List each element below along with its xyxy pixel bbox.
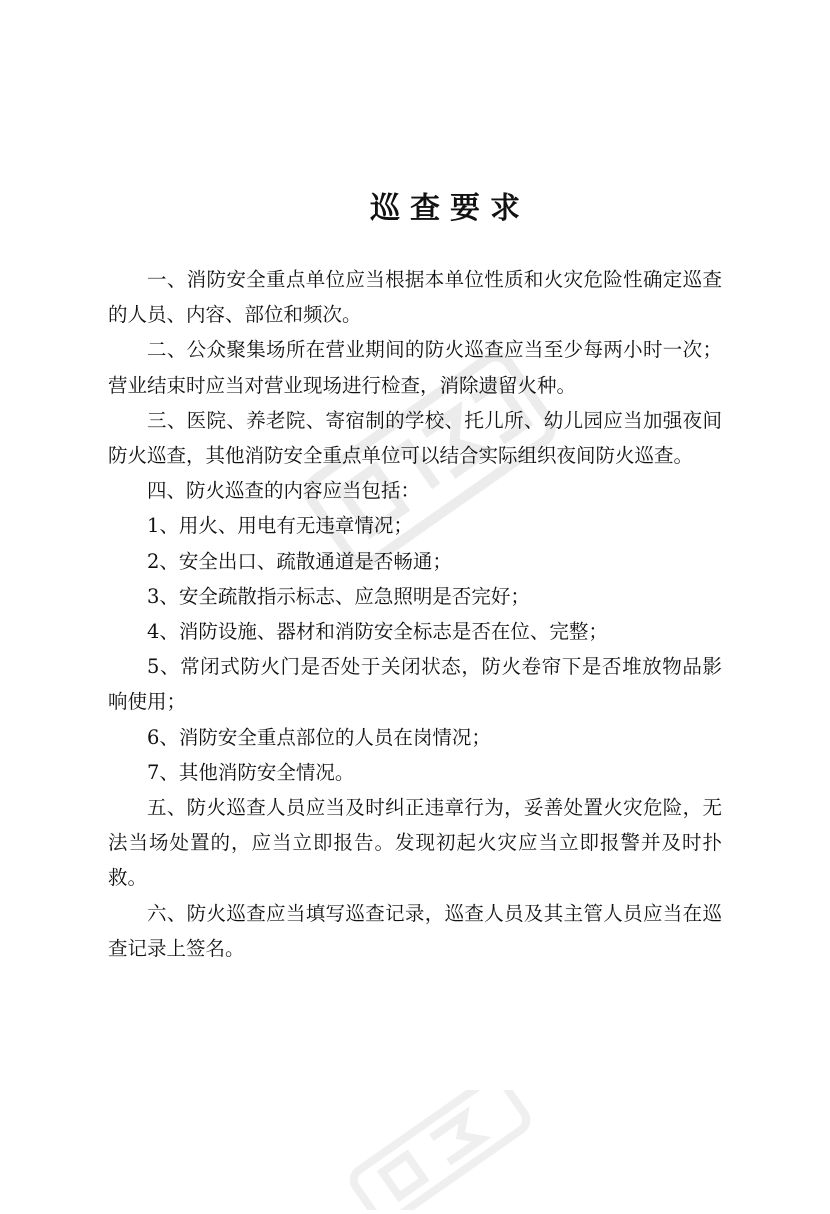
paragraph: 二、公众聚集场所在营业期间的防火巡查应当至少每两小时一次；营业结束时应当对营业现场进行检查，消除遗留火种。 <box>108 338 722 397</box>
paragraph: 三、医院、养老院、寄宿制的学校、托儿所、幼儿园应当加强夜间防火巡查，其他消防安全重点单位可以结合实际组织夜间防火巡查。 <box>108 408 722 468</box>
list-item: 6、消防安全重点部位的人员在岗情况； <box>147 725 491 749</box>
list-item: 2、安全出口、疏散通道是否畅通； <box>147 549 452 573</box>
paragraph: 四、防火巡查的内容应当包括： <box>147 479 421 503</box>
paragraph: 五、防火巡查人员应当及时纠正违章行为，妥善处置火灾危险，无法当场处置的，应当立即报告。发现初起火灾应当立即报警并及时扑救。 <box>108 796 722 890</box>
list-item: 4、消防设施、器材和消防安全标志是否在位、完整； <box>147 620 608 644</box>
page-title: 巡查要求 <box>370 191 530 226</box>
list-item: 3、安全疏散指示标志、应急照明是否完好； <box>147 584 530 608</box>
paragraph: 六、防火巡查应当填写巡查记录，巡查人员及其主管人员应当在巡查记录上签名。 <box>108 901 722 960</box>
watermark-fragment-icon <box>320 1090 560 1210</box>
list-item: 5、常闭式防火门是否处于关闭状态，防火卷帘下是否堆放物品影响使用； <box>108 655 722 714</box>
list-item: 1、用火、用电有无违章情况； <box>147 514 413 538</box>
document-body <box>108 262 722 966</box>
paragraph: 一、消防安全重点单位应当根据本单位性质和火灾危险性确定巡查的人员、内容、部位和频次。 <box>108 268 722 327</box>
list-item: 7、其他消防安全情况。 <box>147 760 355 784</box>
